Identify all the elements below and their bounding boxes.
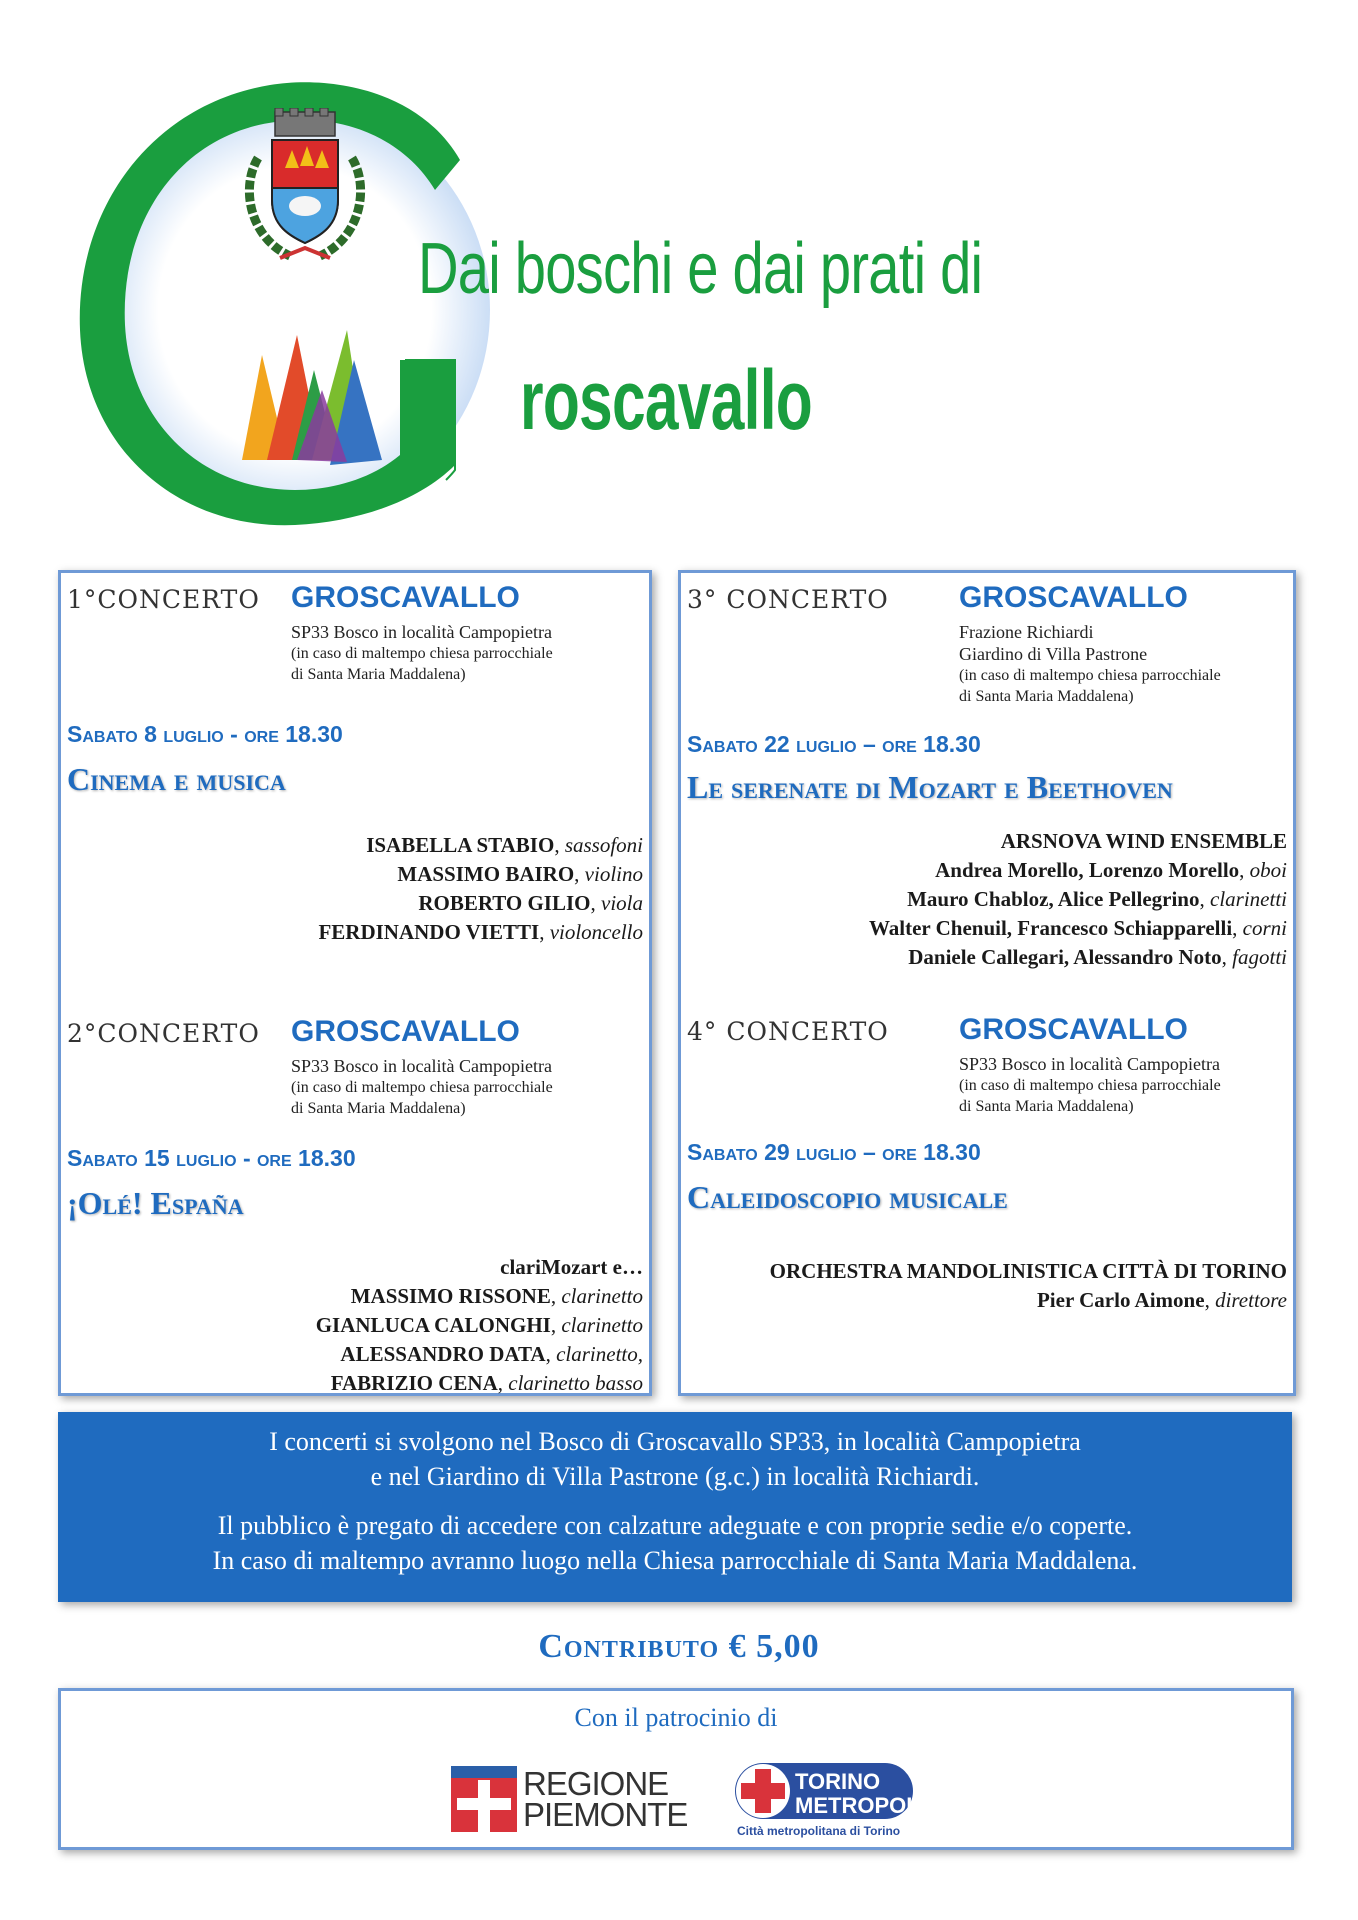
performer: ROBERTO GILIO, viola	[418, 891, 643, 915]
concert-title: Caleidoscopio musicale	[687, 1179, 1008, 1215]
ensemble-name: clariMozart e…	[500, 1255, 643, 1279]
performer: Daniele Callegari, Alessandro Noto, fagotti	[908, 945, 1287, 969]
concert-label: 3° CONCERTO	[687, 585, 889, 614]
concert-city: GROSCAVALLO	[959, 581, 1188, 614]
info-line: Il pubblico è pregato di accedere con calzature adeguate e con proprie sedie e/o coperte.	[217, 1511, 1133, 1540]
patronage-box	[58, 1688, 1294, 1850]
performer: Walter Chenuil, Francesco Schiapparelli, corni	[868, 916, 1287, 940]
performer: Mauro Chabloz, Alice Pellegrino, clarinetti	[907, 887, 1287, 911]
concert-city: GROSCAVALLO	[291, 1015, 520, 1048]
concert-label: 4° CONCERTO	[687, 1017, 889, 1046]
torino-metropoli-badge	[733, 1761, 933, 1839]
regione-shield-icon	[451, 1766, 517, 1832]
concert-box-right	[678, 570, 1296, 1396]
concert-label: 2°CONCERTO	[67, 1019, 260, 1048]
concert-location: SP33 Bosco in località Campopietra (in caso di maltempo chiesa parrocchiale di Santa Maria Maddalena)	[959, 1054, 1221, 1115]
performer: ALESSANDRO DATA, clarinetto,	[340, 1342, 643, 1366]
performer: Pier Carlo Aimone, direttore	[1036, 1288, 1287, 1312]
regione-piemonte-logo	[451, 1766, 687, 1832]
coat-of-arms-emblem	[240, 108, 370, 268]
concert-date: Sabato 8 luglio - ore 18.30	[67, 721, 343, 747]
concert-location: SP33 Bosco in località Campopietra (in caso di maltempo chiesa parrocchiale di Santa Maria Maddalena)	[291, 1056, 553, 1117]
ensemble-name: ARSNOVA WIND ENSEMBLE	[1000, 829, 1287, 853]
mountains-logo	[242, 330, 382, 465]
performer: FERDINANDO VIETTI, violoncello	[318, 920, 643, 944]
performer-list	[316, 1253, 643, 1398]
concert-city: GROSCAVALLO	[291, 581, 520, 614]
info-line: I concerti si svolgono nel Bosco di Groscavallo SP33, in località Campopietra	[269, 1427, 1081, 1456]
ensemble-name: ORCHESTRA MANDOLINISTICA CITTÀ DI TORINO	[769, 1259, 1287, 1283]
performer-list	[869, 827, 1287, 972]
concert-box-left	[58, 570, 652, 1396]
concert-title: ¡Olé! España	[67, 1185, 244, 1221]
performer: FABRIZIO CENA, clarinetto basso	[330, 1371, 643, 1395]
patronage-label: Con il patrocinio di	[574, 1703, 778, 1732]
title-line1: Dai boschi e dai prati di	[418, 229, 983, 309]
concert-title: Cinema e musica	[67, 761, 286, 797]
svg-text:TORINO: TORINO	[795, 1769, 881, 1794]
concert-label: 1°CONCERTO	[67, 585, 260, 614]
title-line2: roscavallo	[520, 353, 813, 447]
concert-title: Le serenate di Mozart e Beethoven	[687, 769, 1173, 805]
info-banner	[58, 1412, 1292, 1602]
svg-text:METROPOLI: METROPOLI	[795, 1793, 926, 1818]
concert-date: Sabato 15 luglio - ore 18.30	[67, 1145, 356, 1171]
performer: MASSIMO BAIRO, violino	[397, 862, 643, 886]
info-line: e nel Giardino di Villa Pastrone (g.c.) in località Richiardi.	[370, 1462, 980, 1491]
performer: MASSIMO RISSONE, clarinetto	[350, 1284, 643, 1308]
performer: Andrea Morello, Lorenzo Morello, oboi	[935, 858, 1287, 882]
svg-text:Città metropolitana di Torino: Città metropolitana di Torino	[737, 1824, 901, 1838]
performer: ISABELLA STABIO, sassofoni	[366, 833, 643, 857]
concert-date: Sabato 22 luglio – ore 18.30	[687, 731, 981, 757]
contribution-price: Contributo € 5,00	[538, 1628, 820, 1665]
performer: GIANLUCA CALONGHI, clarinetto	[315, 1313, 643, 1337]
concert-city: GROSCAVALLO	[959, 1013, 1188, 1046]
concert-location: Frazione Richiardi Giardino di Villa Pastrone (in caso di maltempo chiesa parrocchiale di Santa Maria Maddalena)	[959, 622, 1221, 705]
performer-list	[770, 1257, 1287, 1315]
torino-metropoli-logo	[733, 1761, 933, 1844]
concert-location: SP33 Bosco in località Campopietra (in caso di maltempo chiesa parrocchiale di Santa Maria Maddalena)	[291, 622, 553, 683]
concert-date: Sabato 29 luglio – ore 18.30	[687, 1139, 981, 1165]
performer-list	[318, 831, 643, 947]
regione-text: REGIONE PIEMONTE	[523, 1765, 688, 1833]
info-line: In caso di maltempo avranno luogo nella Chiesa parrocchiale di Santa Maria Maddalena.	[212, 1546, 1138, 1575]
